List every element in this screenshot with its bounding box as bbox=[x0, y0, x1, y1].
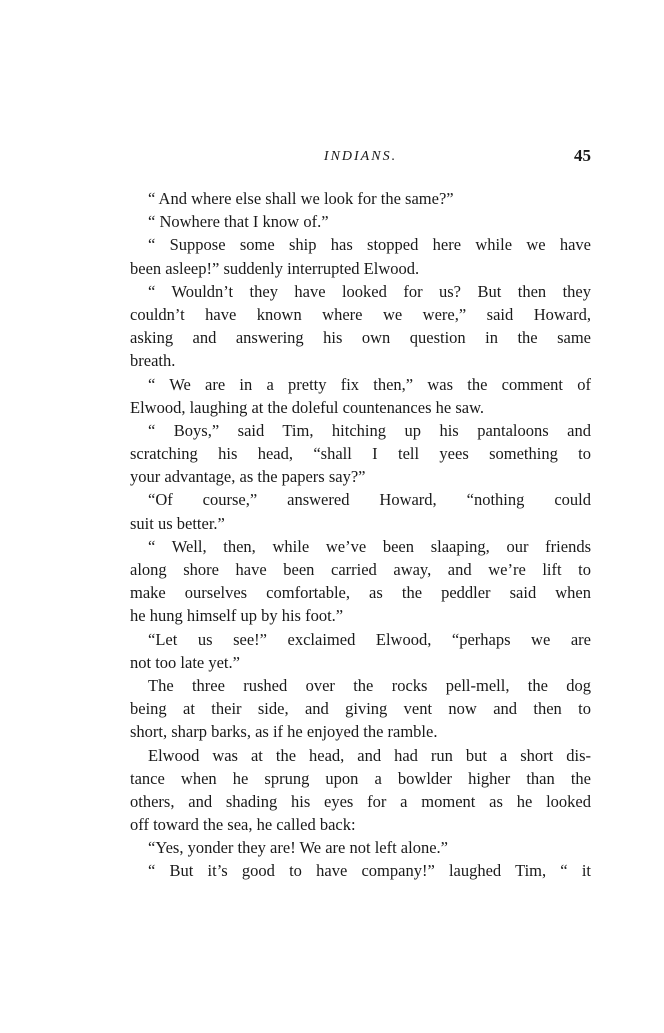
text-line: being at their side, and giving vent now and then to bbox=[130, 699, 591, 719]
text-line: breath. bbox=[130, 351, 176, 371]
text-line: your advantage, as the papers say?” bbox=[130, 467, 366, 487]
text-line: not too late yet.” bbox=[130, 652, 240, 672]
text-line: been asleep!” suddenly interrupted Elwood. bbox=[130, 258, 420, 278]
text-line: Elwood was at the head, and had run but a short dis- bbox=[148, 745, 591, 765]
text-line: “ Wouldn’t they have looked for us? But then they bbox=[148, 281, 591, 301]
text-line: “ Well, then, while we’ve been slaaping, our friends bbox=[148, 536, 591, 556]
text-line: couldn’t have known where we were,” said Howard, bbox=[130, 304, 591, 324]
page-number: 45 bbox=[574, 146, 591, 165]
text-line: The three rushed over the rocks pell-mell, the dog bbox=[148, 675, 591, 695]
text-line: “Let us see!” exclaimed Elwood, “perhaps we are bbox=[148, 629, 591, 649]
text-line: off toward the sea, he called back: bbox=[130, 815, 356, 835]
text-line: “Of course,” answered Howard, “nothing could bbox=[148, 490, 591, 510]
text-line: scratching his head, “shall I tell yees something to bbox=[130, 444, 591, 464]
text-line: “ Nowhere that I know of.” bbox=[148, 212, 329, 232]
text-line: “ But it’s good to have company!” laughed Tim, “ it bbox=[148, 861, 591, 881]
text-line: “ And where else shall we look for the same?” bbox=[148, 189, 454, 208]
text-line: Elwood, laughing at the doleful countenances he saw. bbox=[130, 397, 485, 417]
text-line: asking and answering his own question in the same bbox=[130, 328, 591, 348]
text-line: suit us better.” bbox=[130, 513, 225, 533]
text-line: along shore have been carried away, and we’re lift to bbox=[130, 560, 591, 579]
text-line: tance when he sprung upon a bowlder higher than the bbox=[130, 768, 591, 788]
running-head bbox=[130, 146, 591, 168]
text-line: “Yes, yonder they are! We are not left alone.” bbox=[148, 838, 448, 858]
text-line: others, and shading his eyes for a moment as he looked bbox=[130, 791, 591, 811]
body-text bbox=[130, 187, 591, 883]
text-line: short, sharp barks, as if he enjoyed the ramble. bbox=[130, 722, 438, 742]
text-line: “ Suppose some ship has stopped here while we have bbox=[148, 235, 591, 255]
running-title: INDIANS. bbox=[323, 149, 398, 164]
text-line: “ We are in a pretty fix then,” was the comment of bbox=[148, 374, 591, 394]
text-line: “ Boys,” said Tim, hitching up his pantaloons and bbox=[148, 420, 591, 440]
text-line: make ourselves comfortable, as the peddler said when bbox=[130, 583, 591, 603]
text-line: he hung himself up by his foot.” bbox=[130, 606, 344, 626]
